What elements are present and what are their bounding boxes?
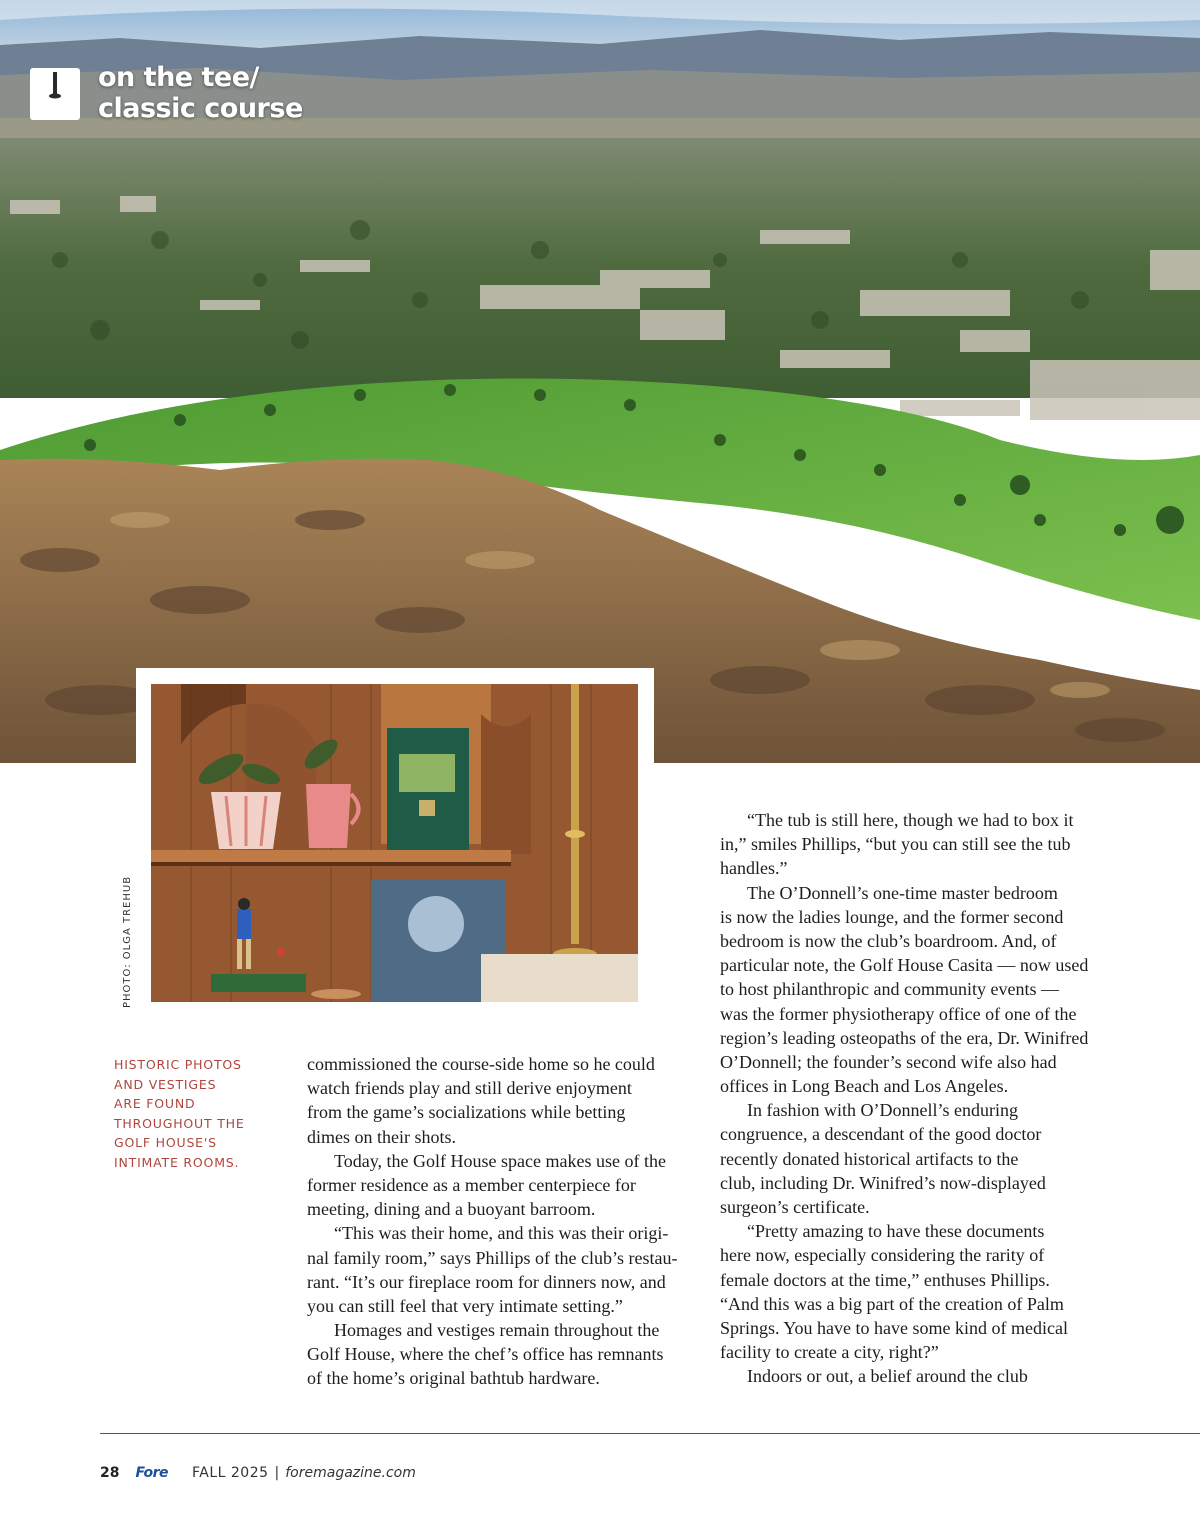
body-text-line: The O’Donnell’s one-time master bedroom	[747, 882, 1058, 903]
body-text-line: facility to create a city, right?”	[720, 1342, 939, 1363]
section-badge	[30, 68, 80, 120]
body-text-line: Indoors or out, a belief around the club	[747, 1366, 1028, 1387]
section-title	[98, 62, 303, 124]
body-text-line: in,” smiles Phillips, “but you can still see the tub	[720, 834, 1071, 855]
body-column-right	[720, 808, 1115, 1389]
body-text-line: congruence, a descendant of the good doctor	[720, 1124, 1042, 1145]
body-text-line: region’s leading osteopaths of the era, Dr. Winifred	[720, 1027, 1089, 1048]
body-text-line: offices in Long Beach and Los Angeles.	[720, 1076, 1009, 1097]
page-number: 28	[100, 1465, 120, 1481]
body-text-line: commissioned the course-side home so he could	[307, 1054, 655, 1074]
shelf-photo	[151, 684, 638, 1002]
body-text-line: recently donated historical artifacts to the	[720, 1148, 1019, 1169]
body-text-line: of the home’s original bathtub hardware.	[307, 1368, 600, 1389]
body-text-line: female doctors at the time,” enthuses Phillips.	[720, 1269, 1050, 1290]
body-text-line: was the former physiotherapy office of one of the	[720, 1003, 1077, 1024]
caption-line: INTIMATE ROOMS.	[114, 1154, 240, 1170]
issue-label: FALL 2025	[191, 1465, 269, 1481]
body-text-line: dimes on their shots.	[307, 1126, 456, 1147]
body-text-line: Golf House, where the chef’s office has remnants	[307, 1344, 664, 1365]
body-text-line: from the game’s socializations while betting	[307, 1102, 626, 1123]
body-text-line: here now, especially considering the rarity of	[720, 1245, 1045, 1266]
body-column-middle	[307, 1052, 702, 1391]
footer-separator: |	[274, 1465, 280, 1481]
body-text-line: bedroom is now the club’s boardroom. And, of	[720, 930, 1057, 951]
body-text-line: rant. “It’s our fireplace room for dinners now, and	[307, 1271, 666, 1292]
page-footer	[100, 1465, 416, 1481]
body-text-line: In fashion with O’Donnell’s enduring	[747, 1100, 1018, 1121]
body-text-line: former residence as a member centerpiece for	[307, 1174, 636, 1195]
body-text-line: you can still feel that very intimate setting.”	[307, 1295, 623, 1316]
body-text-line: handles.”	[720, 858, 788, 879]
body-text-line: “This was their home, and this was their origi-	[334, 1223, 669, 1244]
inset-photo-frame	[136, 668, 654, 1020]
caption-line: ARE FOUND	[114, 1096, 196, 1111]
body-text-line: particular note, the Golf House Casita — now used	[720, 955, 1089, 976]
body-text-line: Springs. You have to have some kind of medical	[720, 1317, 1068, 1338]
caption-line: GOLF HOUSE'S	[114, 1135, 217, 1150]
body-text-line: is now the ladies lounge, and the former second	[720, 906, 1064, 927]
caption-line: AND VESTIGES	[114, 1076, 217, 1092]
photo-credit: PHOTO: OLGA TREHUB	[122, 875, 133, 1008]
section-title-line-2: classic course	[98, 93, 303, 124]
footer-divider	[100, 1433, 1200, 1434]
photo-caption	[114, 1055, 264, 1172]
body-text-line: “Pretty amazing to have these documents	[747, 1221, 1045, 1242]
caption-line: THROUGHOUT THE	[114, 1115, 245, 1131]
body-text-line: O’Donnell; the founder’s second wife also had	[720, 1051, 1057, 1072]
section-title-line-1: on the tee/	[98, 62, 259, 93]
body-text-line: “And this was a big part of the creation of Palm	[720, 1293, 1064, 1314]
caption-line: HISTORIC PHOTOS	[114, 1057, 242, 1072]
body-text-line: watch friends play and still derive enjoyment	[307, 1078, 632, 1099]
body-text-line: club, including Dr. Winifred’s now-displayed	[720, 1172, 1046, 1193]
body-text-line: Homages and vestiges remain throughout the	[334, 1320, 660, 1341]
magazine-logo: Fore	[135, 1465, 168, 1481]
body-text-line: nal family room,” says Phillips of the club’s restau-	[307, 1247, 678, 1268]
website-link[interactable]: foremagazine.com	[285, 1465, 416, 1481]
golf-tee-icon	[30, 68, 80, 120]
body-text-line: to host philanthropic and community events —	[720, 979, 1059, 1000]
body-text-line: “The tub is still here, though we had to box it	[747, 810, 1074, 830]
body-text-line: meeting, dining and a buoyant barroom.	[307, 1199, 596, 1220]
body-text-line: Today, the Golf House space makes use of the	[334, 1150, 666, 1171]
body-text-line: surgeon’s certificate.	[720, 1197, 870, 1217]
